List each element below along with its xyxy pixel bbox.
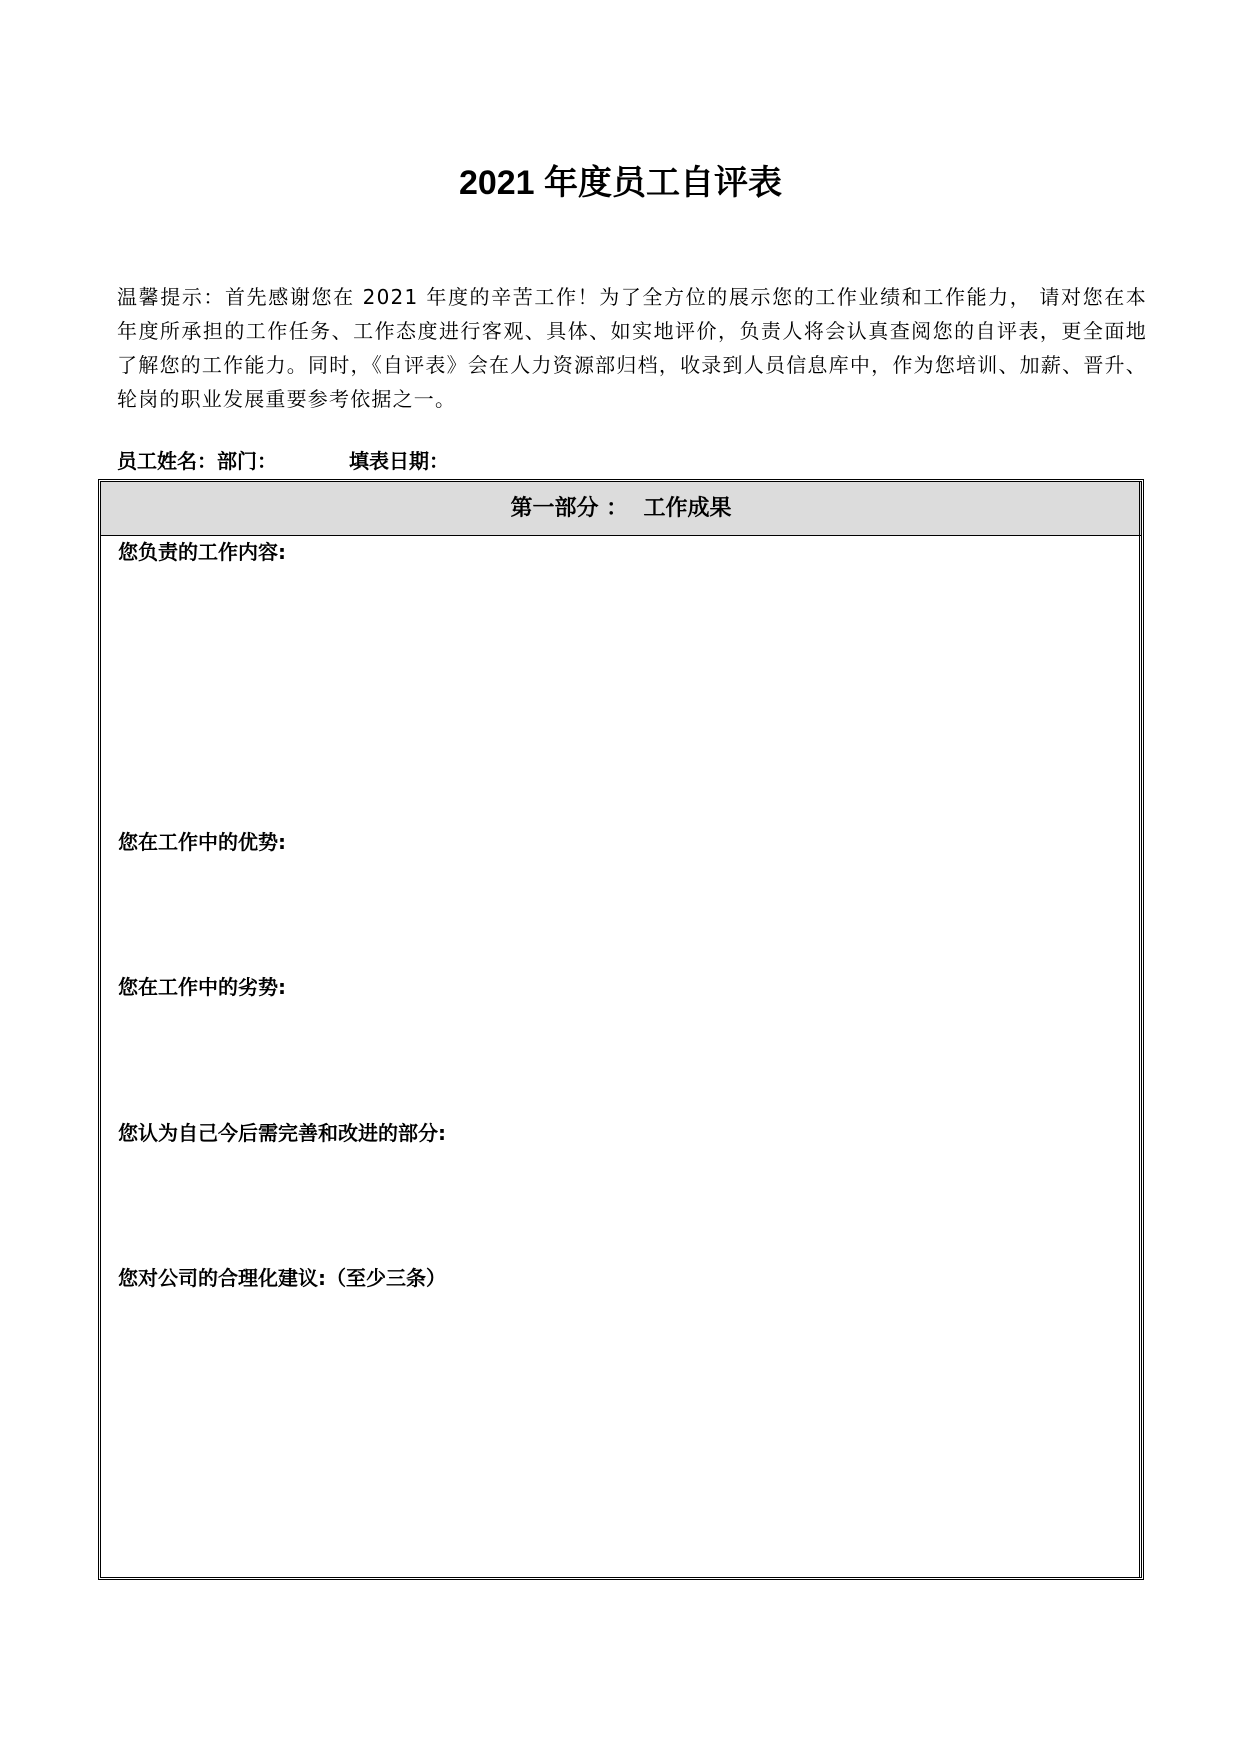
employee-info-row — [117, 446, 449, 476]
fill-date-label: 填表日期： — [349, 449, 449, 473]
section-header-work-results: 第一部分 ： 工作成果 — [101, 482, 1141, 536]
field-label-weaknesses: 您在工作中的劣势: — [118, 975, 286, 999]
self-evaluation-form — [98, 479, 1144, 1580]
field-label-strengths: 您在工作中的优势: — [118, 830, 286, 854]
field-label-improvements: 您认为自己今后需完善和改进的部分: — [118, 1121, 446, 1145]
field-label-suggestions: 您对公司的合理化建议:（至少三条） — [118, 1266, 446, 1290]
notice-text: 温馨提示：首先感谢您在 2021 年度的辛苦工作！为了全方位的展示您的工作业绩和工作能力， 请对您在本年度所承担的工作任务、工作态度进行客观、具体、如实地评价，负责人将会认真查阅您的自评表，更全面地了解您的工作能力。同时，《自评表》会在人力资源部归档，收录到人员信息库中，作为您培训、加薪、晋升、轮岗的职业发展重要参考依据之一。 — [117, 285, 1147, 411]
department-label: 部门： — [217, 449, 277, 473]
page-title: 2021 年度员工自评表 — [458, 164, 783, 202]
field-label-responsibilities: 您负责的工作内容: — [118, 540, 286, 564]
employee-name-label: 员工姓名： — [117, 449, 217, 473]
